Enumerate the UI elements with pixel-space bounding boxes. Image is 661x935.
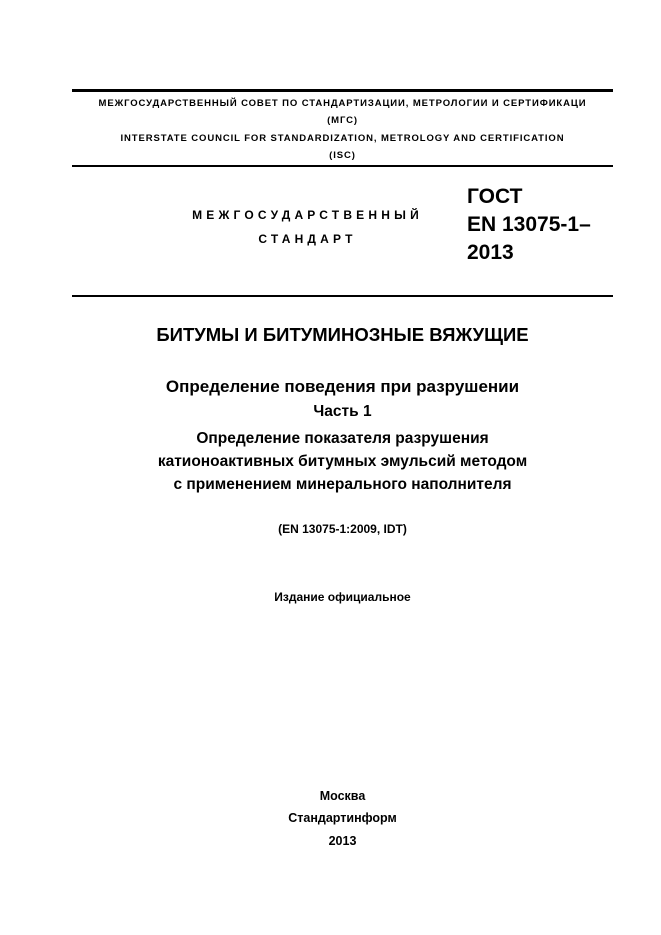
designation-line2: EN 13075-1–	[467, 213, 591, 236]
part-title-line1: Определение показателя разрушения	[196, 430, 489, 447]
council-abbr-ru: (МГС)	[327, 115, 358, 126]
standard-kind-line2: СТАНДАРТ	[258, 232, 357, 246]
subtitle: Определение поведения при разрушении	[165, 377, 520, 396]
part-title-line3: с применением минерального наполнителя	[173, 476, 512, 493]
part-title	[72, 427, 613, 496]
council-name-en: INTERSTATE COUNCIL FOR STANDARDIZATION, METROLOGY AND CERTIFICATION	[120, 133, 565, 144]
main-title: БИТУМЫ И БИТУМИНОЗНЫЕ ВЯЖУЩИЕ	[156, 324, 529, 345]
top-thick-rule	[72, 89, 613, 92]
part-number: Часть 1	[313, 403, 372, 420]
imprint-publisher: Стандартинформ	[288, 811, 397, 825]
equivalence-note: (EN 13075-1:2009, IDT)	[278, 522, 407, 536]
standard-kind-line1: МЕЖГОСУДАРСТВЕННЫЙ	[192, 208, 423, 222]
council-name-ru: МЕЖГОСУДАРСТВЕННЫЙ СОВЕТ ПО СТАНДАРТИЗАЦИИ, МЕТРОЛОГИИ И СЕРТИФИКАЦИ	[98, 98, 587, 109]
title-divider-rule	[72, 295, 613, 297]
header-divider-rule	[72, 165, 613, 167]
imprint-year: 2013	[328, 834, 357, 848]
part-title-line2: катионоактивных битумных эмульсий методом	[157, 453, 528, 470]
designation-line1: ГОСТ	[467, 185, 523, 208]
edition-label: Издание официальное	[274, 590, 411, 604]
imprint-city: Москва	[319, 789, 366, 803]
designation-line3: 2013	[467, 241, 514, 264]
council-abbr-en: (ISC)	[329, 150, 356, 161]
standard-designation	[467, 183, 591, 267]
